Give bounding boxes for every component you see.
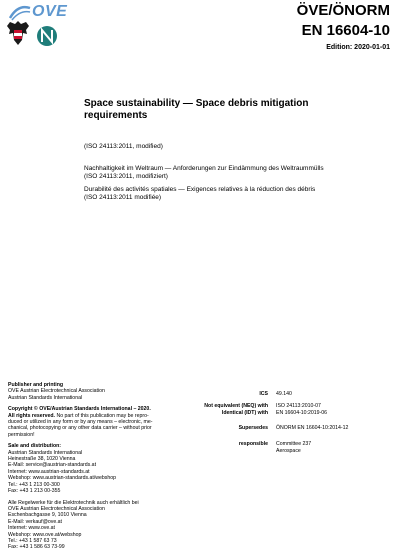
ove-line: Tel.: +43 1 587 63 73 (8, 537, 57, 544)
copyright-line: duced or utilized in any form or by any means – electronic, me- (8, 419, 153, 426)
equivalence-label-1: Not equivalent (NEQ) with (204, 403, 268, 409)
publisher-line: Austrian Standards International (8, 394, 83, 401)
ics-label: ICS (259, 391, 268, 397)
standard-name: ÖVE/ÖNORM (296, 2, 390, 19)
sale-line: Internet: www.austrian-standards.at (8, 468, 90, 475)
copyright-line: chanical, photocopying or any other data carrier – without prior (8, 425, 152, 432)
publisher-heading: Publisher and printing (8, 382, 64, 388)
equivalence-value-1: ISO 24113:2010-07 (276, 403, 321, 409)
austrian-standards-logo-icon (36, 24, 58, 48)
german-title-line2: (ISO 24113:2011, modifiziert) (84, 173, 168, 180)
ove-line: OVE Austrian Electrotechnical Association (8, 505, 105, 512)
ove-line: Internet: www.ove.at (8, 525, 55, 532)
german-title (84, 165, 384, 181)
french-title-line2: (ISO 24113:2011 modifiée) (84, 194, 162, 201)
iso-reference: (ISO 24113:2011, modified) (84, 143, 163, 150)
ove-logo-text: OVE (32, 3, 68, 20)
ove-line: Fax: +43 1 586 63 73-99 (8, 544, 65, 551)
responsible-value-2: Aerospace (276, 447, 301, 454)
sale-line: Austrian Standards International (8, 449, 83, 456)
standard-number: EN 16604-10 (301, 22, 390, 39)
ove-line: Alle Regelwerke für die Elektrotechnik auch erhältlich bei (8, 499, 139, 506)
ove-line: Eschenbachgasse 9, 1010 Vienna (8, 512, 87, 519)
publisher-line: OVE Austrian Electrotechnical Association (8, 388, 105, 395)
equivalence-label-2: Identical (IDT) with (221, 409, 268, 416)
sale-heading: Sale and distribution: (8, 443, 62, 450)
ove-line: E-Mail: verkauf@ove.at (8, 518, 62, 525)
sale-line: Heinestraße 38, 1020 Vienna (8, 456, 76, 463)
ove-line: Webshop: www.ove.at/webshop (8, 531, 82, 538)
document-title: Space sustainability — Space debris mitigation requirements (84, 98, 309, 121)
sale-line: E-Mail: service@austrian-standards.at (8, 462, 97, 469)
sale-line: Webshop: www.austrian-standards.at/webshop (8, 475, 117, 482)
supersedes-label: Supersedes (238, 425, 268, 431)
copyright-notice-2: All rights reserved. No part of this publication may be repro- (8, 412, 149, 419)
french-title-line1: Durabilité des activités spatiales — Exigences relatives à la réduction des débris (84, 186, 316, 193)
responsible-value-1: Committee 237 (276, 441, 312, 447)
german-title-line1: Nachhaltigkeit im Weltraum — Anforderungen zur Eindämmung des Weltraummülls (84, 165, 324, 172)
copyright-line: permission! (8, 431, 35, 438)
french-title (84, 186, 384, 202)
sale-line: Fax: +43 1 213 00-355 (8, 488, 61, 495)
supersedes-value: ÖNORM EN 16604-10:2014-12 (276, 425, 349, 431)
responsible-label: responsible (238, 441, 268, 447)
sale-line: Tel.: +43 1 213 00-300 (8, 481, 60, 488)
edition: Edition: 2020-01-01 (326, 44, 390, 51)
austrian-eagle-icon (4, 18, 32, 48)
ics-value: 49.140 (276, 391, 292, 397)
copyright-notice: Copyright © OVE/Austrian Standards International – 2020. (8, 406, 151, 413)
equivalence-value-2: EN 16604-10:2019-06 (276, 409, 328, 416)
